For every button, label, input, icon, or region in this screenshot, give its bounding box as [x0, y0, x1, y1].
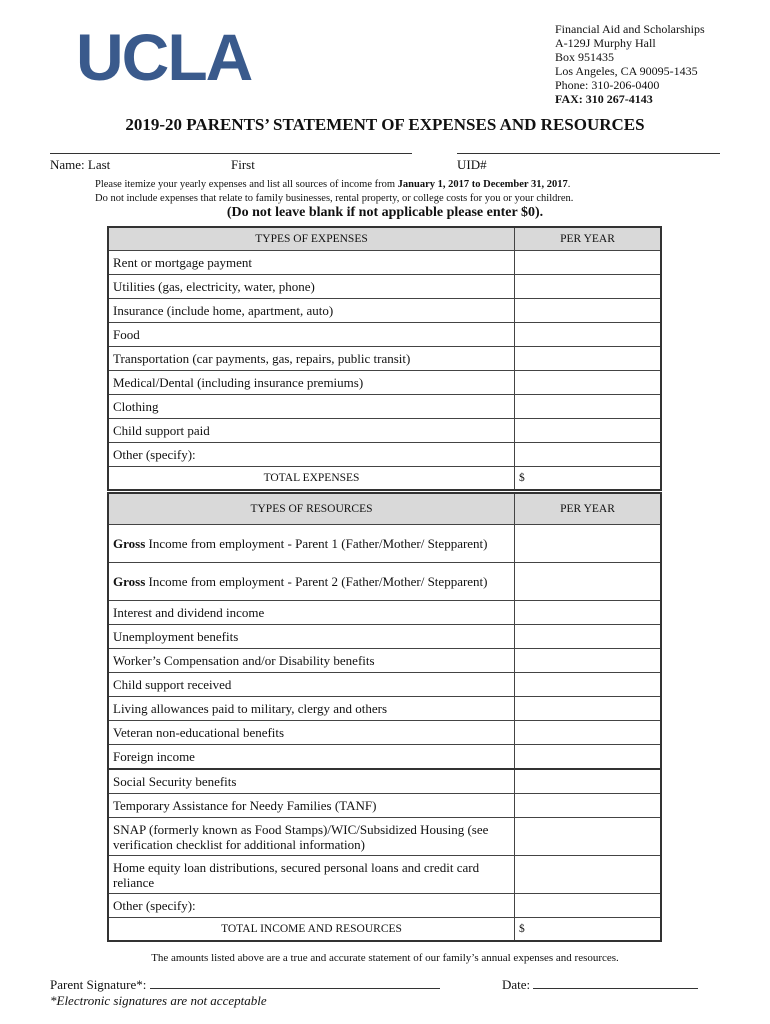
resource-label: Worker’s Compensation and/or Disability benefits — [108, 649, 515, 673]
expense-label: Clothing — [108, 395, 515, 419]
expense-amount-input[interactable] — [515, 347, 662, 371]
date-line[interactable] — [533, 975, 698, 989]
resource-amount-input[interactable] — [515, 745, 662, 770]
gross-label: Gross — [113, 536, 146, 551]
resource-amount-input[interactable] — [515, 794, 662, 818]
office-line: Los Angeles, CA 90095-1435 — [555, 64, 698, 78]
affirmation-statement: The amounts listed above are a true and accurate statement of our family’s annual expenses and resources. — [151, 952, 619, 964]
instructions-line2: Do not include expenses that relate to family businesses, rental property, or college costs for you or your children. — [95, 193, 574, 204]
electronic-signature-note: *Electronic signatures are not acceptable — [50, 993, 267, 1008]
resource-amount-input[interactable] — [515, 625, 662, 649]
office-line: Box 951435 — [555, 50, 615, 64]
ucla-logo: UCLA — [76, 20, 252, 94]
resources-table — [107, 492, 662, 942]
office-line: A-129J Murphy Hall — [555, 36, 656, 50]
total-expenses-input[interactable]: $ — [515, 467, 662, 491]
total-resources-label: TOTAL INCOME AND RESOURCES — [108, 918, 515, 942]
expenses-header: TYPES OF EXPENSES — [108, 227, 515, 251]
resource-amount-input[interactable] — [515, 818, 662, 856]
office-fax: FAX: 310 267-4143 — [555, 92, 653, 106]
expense-amount-input[interactable] — [515, 419, 662, 443]
gross-label: Gross — [113, 574, 146, 589]
name-field-line[interactable] — [50, 153, 412, 154]
signature-label: Parent Signature*: — [50, 977, 147, 992]
resource-label: Social Security benefits — [108, 769, 515, 794]
name-last-label: Name: Last — [50, 157, 111, 172]
expense-label: Insurance (include home, apartment, auto) — [108, 299, 515, 323]
total-resources-input[interactable]: $ — [515, 918, 662, 942]
expense-label: Child support paid — [108, 419, 515, 443]
expense-label: Food — [108, 323, 515, 347]
resource-text: Income from employment - Parent 2 (Father/Mother/ Stepparent) — [145, 574, 488, 589]
resource-label — [108, 563, 515, 601]
date-label: Date: — [502, 977, 531, 992]
resource-text: Income from employment - Parent 1 (Father/Mother/ Stepparent) — [145, 536, 488, 551]
resource-amount-input[interactable] — [515, 649, 662, 673]
resource-amount-input[interactable] — [515, 673, 662, 697]
expense-amount-input[interactable] — [515, 275, 662, 299]
expense-amount-input[interactable] — [515, 395, 662, 419]
resource-label: Foreign income — [108, 745, 515, 770]
resource-amount-input[interactable] — [515, 697, 662, 721]
instructions — [95, 178, 573, 206]
resource-label — [108, 525, 515, 563]
expense-label: Medical/Dental (including insurance premiums) — [108, 371, 515, 395]
expense-amount-input[interactable] — [515, 371, 662, 395]
instructions-date-range: January 1, 2017 to December 31, 2017 — [397, 179, 568, 190]
expense-label: Rent or mortgage payment — [108, 251, 515, 275]
instructions-line1: Please itemize your yearly expenses and list all sources of income from — [95, 179, 398, 190]
uid-label: UID# — [457, 157, 487, 172]
expense-label: Utilities (gas, electricity, water, phone) — [108, 275, 515, 299]
date-row — [502, 975, 698, 993]
resource-amount-input[interactable] — [515, 856, 662, 894]
expenses-table — [107, 226, 662, 491]
resource-amount-input[interactable] — [515, 721, 662, 745]
expense-label: Transportation (car payments, gas, repairs, public transit) — [108, 347, 515, 371]
expense-amount-input[interactable] — [515, 251, 662, 275]
resource-amount-input[interactable] — [515, 769, 662, 794]
office-line: Phone: 310-206-0400 — [555, 78, 660, 92]
expense-amount-input[interactable] — [515, 443, 662, 467]
resource-label: Veteran non-educational benefits — [108, 721, 515, 745]
form-title: 2019-20 PARENTS’ STATEMENT OF EXPENSES AND RESOURCES — [125, 115, 645, 134]
resource-amount-input[interactable] — [515, 563, 662, 601]
resource-label: Temporary Assistance for Needy Families (TANF) — [108, 794, 515, 818]
resource-label: Home equity loan distributions, secured personal loans and credit card reliance — [108, 856, 515, 894]
expense-amount-input[interactable] — [515, 323, 662, 347]
resource-label: Other (specify): — [108, 894, 515, 918]
resource-label: Unemployment benefits — [108, 625, 515, 649]
name-first-label: First — [231, 157, 255, 172]
uid-field-line[interactable] — [457, 153, 720, 154]
signature-row — [50, 975, 440, 993]
resource-label: SNAP (formerly known as Food Stamps)/WIC/Subsidized Housing (see verification checklist for additional information) — [108, 818, 515, 856]
resource-label: Child support received — [108, 673, 515, 697]
expense-amount-input[interactable] — [515, 299, 662, 323]
resources-header: TYPES OF RESOURCES — [108, 493, 515, 525]
office-line: Financial Aid and Scholarships — [555, 22, 705, 36]
resource-label: Interest and dividend income — [108, 601, 515, 625]
office-address — [555, 22, 705, 106]
instructions-period: . — [567, 179, 571, 190]
resource-amount-input[interactable] — [515, 525, 662, 563]
resources-per-year-header: PER YEAR — [515, 493, 662, 525]
expenses-per-year-header: PER YEAR — [515, 227, 662, 251]
total-expenses-label: TOTAL EXPENSES — [108, 467, 515, 491]
expense-label: Other (specify): — [108, 443, 515, 467]
blank-note: (Do not leave blank if not applicable please enter $0). — [226, 205, 544, 220]
resource-label: Living allowances paid to military, clergy and others — [108, 697, 515, 721]
signature-line[interactable] — [150, 975, 440, 989]
resource-amount-input[interactable] — [515, 601, 662, 625]
resource-amount-input[interactable] — [515, 894, 662, 918]
